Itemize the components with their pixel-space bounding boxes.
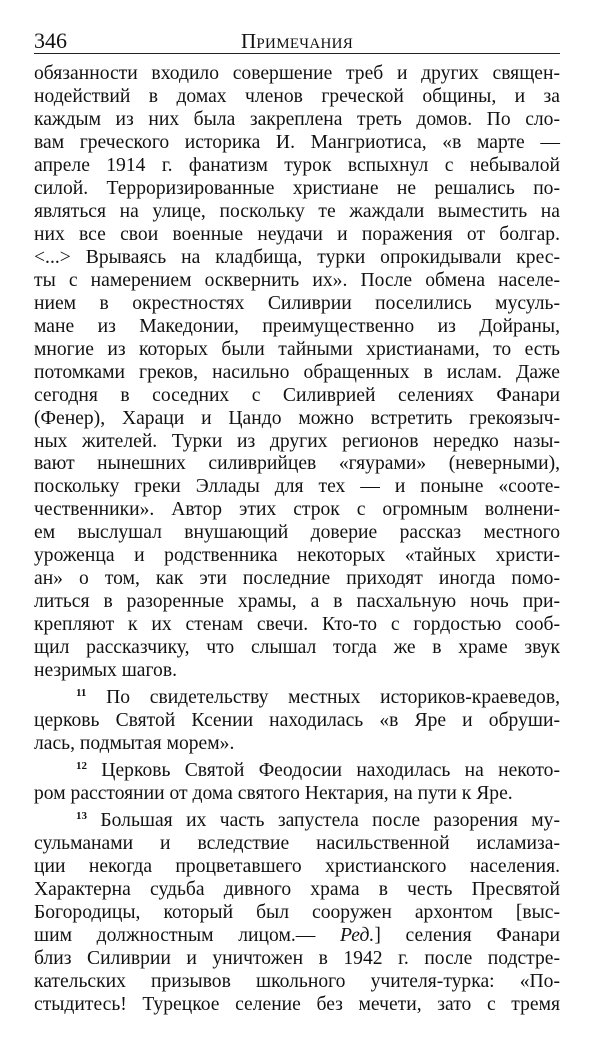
text-line: многие из которых были тайными христианами, то есть: [34, 338, 560, 360]
text-line: ан» о том, как эти последние приходят иногда помо-: [34, 568, 560, 590]
text-line: каждым из них была закреплена треть домов. По сло-: [34, 108, 560, 130]
text-line: Характерна судьба дивного храма в честь Пресвятой: [34, 878, 560, 900]
text-line: уроженца и родственника некоторых «тайных христи-: [34, 545, 560, 567]
footnote-text: шим должностным лицом.—: [34, 924, 316, 946]
text-line: нием в окрестностях Силиврии поселились мусуль-: [34, 292, 560, 314]
footnote-13: [34, 810, 560, 1017]
text-line: них все свои военные неудачи и поражения от болгар.: [34, 223, 560, 245]
text-line: ции некогда процветавшего христианского населения.: [34, 855, 560, 877]
main-paragraph: [34, 63, 560, 683]
running-title: Примечания: [240, 29, 354, 53]
text-line: сульманами и вследствие насильственной исламиза-: [34, 832, 560, 854]
text-line: апреле 1914 г. фанатизм турок вспыхнул с небывалой: [34, 154, 560, 176]
text-line: нодействий в домах членов греческой общины, и за: [34, 85, 560, 107]
text-line: (Фенер), Хараци и Цандо можно встретить грекоязыч-: [34, 407, 560, 429]
text-line: чественники». Автор этих строк с огромным волнени-: [34, 499, 560, 521]
footnote-first-line: [34, 810, 560, 833]
footnote-text: ] селения Фанари: [374, 924, 560, 946]
footnote-first-line: [34, 687, 560, 710]
footnote-number: 11: [76, 687, 87, 700]
text-line: ты с намерением осквернить их». После обмена населе-: [34, 269, 560, 291]
text-line: лась, подмытая морем».: [34, 733, 235, 755]
footnote-first-line: [34, 760, 560, 783]
text-line: мане из Македонии, преимущественно из Дойраны,: [34, 315, 560, 337]
editor-abbreviation: Ред.: [340, 924, 375, 946]
footnote-number: 13: [76, 810, 87, 822]
page-number: 346: [34, 28, 67, 53]
footnote-number: 12: [76, 760, 87, 773]
footnote-11: [34, 687, 560, 756]
text-line: ных жителей. Турки из других регионов нередко назы-: [34, 430, 560, 452]
footnote-text: По свидетельству местных историков-краеведов,: [106, 687, 560, 709]
text-line: литься в разоренные храмы, а в пасхальную ночь при-: [34, 591, 560, 613]
text-line: вам греческого историка И. Мангриотиса, «в марте —: [34, 131, 560, 153]
footnote-text: Большая их часть запустела после разорения му-: [100, 810, 560, 831]
text-line: ем выслушал внушающий доверие рассказ местного: [34, 522, 560, 544]
text-line: ром расстоянии от дома святого Нектария, на пути к Яре.: [34, 783, 513, 805]
text-line: щил рассказчику, что слышал тогда же в храме звук: [34, 637, 560, 659]
text-line: вают нынешних силиврийцев «гяурами» (неверными),: [34, 453, 560, 475]
text-line: <...> Врываясь на кладбища, турки опрокидывали крес-: [34, 246, 560, 268]
text-line: потомками греков, насильно обращенных в ислам. Даже: [34, 361, 560, 383]
text-line: поскольку греки Эллады для тех — и поныне «соотe-: [34, 476, 560, 498]
text-line: церковь Святой Ксении находилась «в Яре и обруши-: [34, 710, 560, 732]
text-line: незримых шагов.: [34, 660, 177, 682]
text-line: кательских призывов школьного учителя-турка: «По-: [34, 970, 560, 992]
footnote-text: Церковь Святой Феодосии находилась на некото-: [101, 760, 560, 782]
text-line: обязанности входило совершение треб и других священ-: [34, 63, 560, 84]
header-rule: [34, 53, 560, 54]
page-body: [34, 63, 560, 1017]
text-line: Богородицы, который был сооружен архонтом [выс-: [34, 901, 560, 923]
text-line: сегодня в соседних с Силиврией селениях Фанари: [34, 384, 560, 406]
text-line: близ Силиврии и уничтожен в 1942 г. после подстре-: [34, 947, 560, 969]
text-line: [34, 925, 560, 948]
text-line: крепляют к их стенам свечи. Кто-то с гордостью сооб-: [34, 614, 560, 636]
text-line: являться на улице, поскольку те жаждали выместить на: [34, 200, 560, 222]
footnote-12: [34, 760, 560, 806]
text-line: стыдитесь! Турецкое селение без мечети, зато с тремя: [34, 993, 560, 1015]
page-header: [34, 28, 560, 54]
text-line: силой. Терроризированные христиане не решались по-: [34, 177, 560, 199]
